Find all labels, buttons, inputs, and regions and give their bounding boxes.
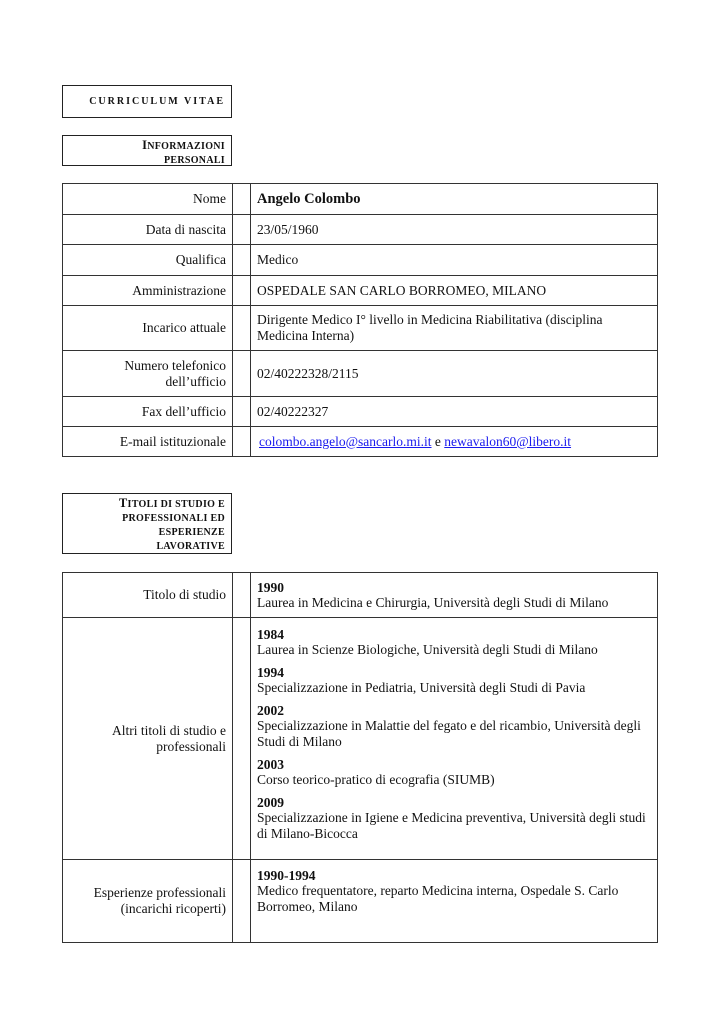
row-altri-titoli xyxy=(63,618,658,860)
entry-desc: Corso teorico-pratico di ecografia (SIUMB) xyxy=(257,772,495,787)
section-personal-info-box xyxy=(62,135,232,166)
entry-desc: Specializzazione in Pediatria, Università degli Studi di Pavia xyxy=(257,680,586,695)
section-personal-title-line2: PERSONALI xyxy=(163,155,225,166)
entry-desc: Laurea in Scienze Biologiche, Università degli Studi di Milano xyxy=(257,642,598,657)
row-incarico-attuale xyxy=(63,306,658,351)
titles-table xyxy=(62,572,658,943)
value-titolo-studio xyxy=(251,573,658,618)
entry-desc: Specializzazione in Igiene e Medicina preventiva, Università degli studi di Milano-Bicocca xyxy=(257,810,646,841)
value-fax: 02/40222327 xyxy=(251,397,658,427)
section-titles-line2: PROFESSIONALI ED xyxy=(122,513,225,524)
value-telefono: 02/40222328/2115 xyxy=(251,351,658,397)
entry-year: 2009 xyxy=(257,795,284,810)
entry-desc: Specializzazione in Malattie del fegato e del ricambio, Università degli Studi di Milano xyxy=(257,718,641,749)
value-esperienze xyxy=(251,860,658,943)
email-connector: e xyxy=(434,433,441,449)
entry-year: 1990-1994 xyxy=(257,868,316,883)
value-incarico-attuale: Dirigente Medico I° livello in Medicina Riabilitativa (disciplina Medicina Interna) xyxy=(251,306,658,351)
entry-desc: Medico frequentatore, reparto Medicina interna, Ospedale S. Carlo Borromeo, Milano xyxy=(257,883,619,914)
label-altri-titoli: Altri titoli di studio e professionali xyxy=(63,618,233,860)
entry-year: 1994 xyxy=(257,665,284,680)
value-qualifica: Medico xyxy=(251,245,658,276)
email-link-1[interactable]: colombo.angelo@sancarlo.mi.it xyxy=(259,433,432,449)
row-qualifica xyxy=(63,245,658,276)
row-telefono xyxy=(63,351,658,397)
row-titolo-studio xyxy=(63,573,658,618)
list-item xyxy=(257,703,651,750)
list-item xyxy=(257,627,651,658)
value-nome: Angelo Colombo xyxy=(251,184,658,215)
label-fax: Fax dell’ufficio xyxy=(63,397,233,427)
entry-year: 2002 xyxy=(257,703,284,718)
label-qualifica: Qualifica xyxy=(63,245,233,276)
list-item xyxy=(257,665,651,696)
value-amministrazione: OSPEDALE SAN CARLO BORROMEO, MILANO xyxy=(251,276,658,306)
list-item xyxy=(257,795,651,842)
row-fax xyxy=(63,397,658,427)
cv-title: CURRICULUM VITAE xyxy=(89,96,225,107)
row-email xyxy=(63,427,658,457)
list-item xyxy=(257,757,651,788)
entry-year: 1990 xyxy=(257,579,284,595)
section-titles-line1: TITOLI DI STUDIO E xyxy=(118,496,225,510)
row-amministrazione xyxy=(63,276,658,306)
entry-desc: Laurea in Medicina e Chirurgia, Università degli Studi di Milano xyxy=(257,594,609,610)
email-link-2[interactable]: newavalon60@libero.it xyxy=(444,433,572,449)
section-titles-line4: LAVORATIVE xyxy=(156,541,225,552)
row-nome xyxy=(63,184,658,215)
label-telefono: Numero telefonico dell’ufficio xyxy=(63,351,233,397)
label-nome: Nome xyxy=(63,184,233,215)
label-titolo-studio: Titolo di studio xyxy=(63,573,233,618)
cv-title-box xyxy=(62,85,232,118)
label-email: E-mail istituzionale xyxy=(63,427,233,457)
personal-info-table xyxy=(62,183,658,457)
entry-year: 1984 xyxy=(257,627,284,642)
section-titles-line3: ESPERIENZE xyxy=(158,527,225,538)
value-email xyxy=(251,427,658,457)
label-esperienze: Esperienze professionali (incarichi ricoperti) xyxy=(63,860,233,943)
section-titles-box xyxy=(62,493,232,554)
label-data-nascita: Data di nascita xyxy=(63,215,233,245)
label-amministrazione: Amministrazione xyxy=(63,276,233,306)
value-altri-titoli xyxy=(251,618,658,860)
section-personal-title-line1: INFORMAZIONI xyxy=(142,138,225,152)
value-data-nascita: 23/05/1960 xyxy=(251,215,658,245)
entry-year: 2003 xyxy=(257,757,284,772)
row-esperienze xyxy=(63,860,658,943)
label-incarico-attuale: Incarico attuale xyxy=(63,306,233,351)
row-data-nascita xyxy=(63,215,658,245)
